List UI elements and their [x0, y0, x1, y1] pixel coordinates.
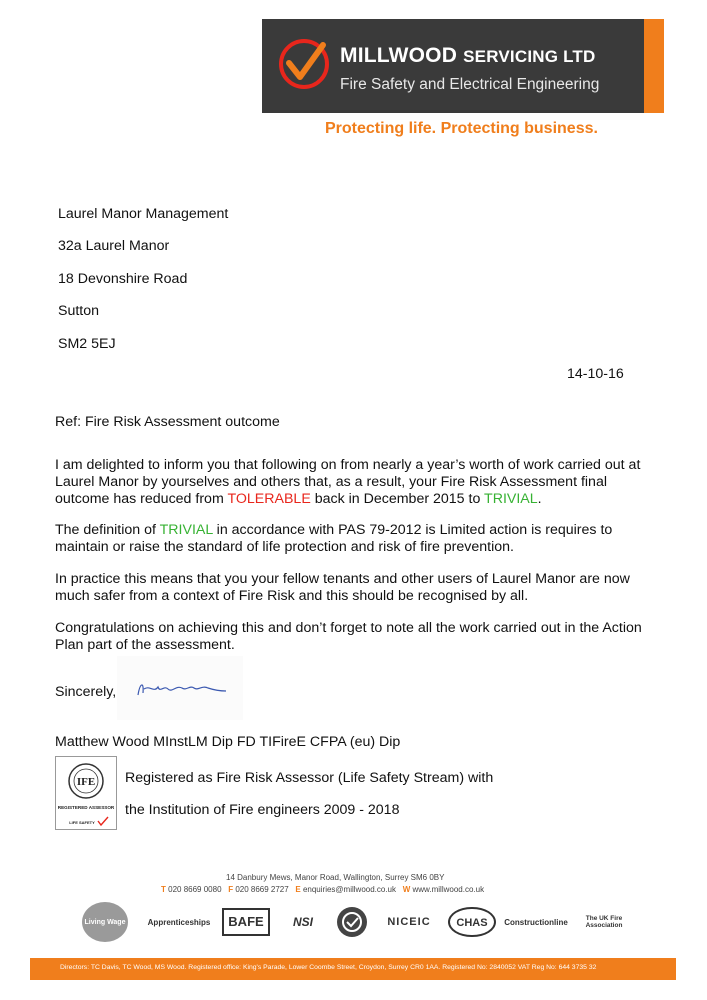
logo-accent-bar — [644, 19, 664, 113]
paragraph-4: Congratulations on achieving this and don’t forget to note all the work carried out in the Action Plan part of the assessment. — [55, 620, 642, 653]
address-line-4: Sutton — [58, 303, 100, 319]
paragraph-3: In practice this means that you your fellow tenants and other users of Laurel Manor are now much safer from a context of Fire Risk and this should be recognised by all. — [55, 571, 630, 604]
safecontractor-logo — [332, 900, 372, 944]
address-line-3: 18 Devonshire Road — [58, 271, 188, 287]
closing-text: Sincerely, — [55, 684, 117, 700]
checkmark-circle-icon — [277, 37, 331, 91]
safety-seal-icon — [335, 905, 369, 939]
niceic-logo: NICEIC — [387, 916, 431, 928]
badge-seal-text: IFE — [76, 776, 96, 788]
ife-seal-icon — [56, 757, 116, 829]
registration-line-2: the Institution of Fire engineers 2009 - 2018 — [125, 802, 400, 818]
nsi-logo: NSI — [292, 915, 313, 929]
footer-email: enquiries@millwood.co.uk — [302, 885, 397, 894]
footer-website: www.millwood.co.uk — [412, 885, 485, 894]
constructionline-logo: Constructionline — [504, 917, 568, 927]
footer-legal-text: Directors: TC Davis, TC Wood, MS Wood. Registered office: King's Parade, Lower Coombe Street, Croydon, Surrey CR0 1AA. Registered No: 2840052 VAT Reg No: 644 3735 32 — [60, 964, 597, 971]
footer-address: 14 Danbury Mews, Manor Road, Wallington, Surrey SM6 0BY — [226, 873, 445, 882]
footer-phone: 020 8669 0080 — [168, 885, 222, 894]
bafe-logo: BAFE — [222, 900, 270, 944]
paragraph-2: The definition of TRIVIAL in accordance with PAS 79-2012 is Limited action is requires to maintain or raise the standard of life protection and risk of fire prevention. — [55, 522, 613, 555]
address-line-1: Laurel Manor Management — [58, 206, 229, 222]
chas-logo: CHAS — [448, 900, 496, 944]
apprenticeships-logo: Apprenticeships — [147, 917, 211, 927]
company-subtitle: Fire Safety and Electrical Engineering — [340, 76, 600, 93]
footer-contact: T 020 8669 0080 F 020 8669 2727 E enquiries@millwood.co.uk W www.millwood.co.uk — [161, 885, 485, 894]
footer-fax: 020 8669 2727 — [235, 885, 289, 894]
rating-trivial: TRIVIAL — [484, 491, 538, 507]
ife-registered-assessor-badge — [55, 756, 117, 830]
badge-life-safety: LIFE SAFETY — [69, 820, 95, 825]
registration-line-1: Registered as Fire Risk Assessor (Life Safety Stream) with — [125, 770, 494, 786]
letter-date: 14-10-16 — [567, 366, 624, 382]
reference-line: Ref: Fire Risk Assessment outcome — [55, 414, 280, 430]
paragraph-1: I am delighted to inform you that following on from nearly a year’s worth of work carried out at Laurel Manor by yourselves and others that, as a result, your Fire Risk Assessment final outcome has reduced from TOLERABLE back in December 2015 to TRIVIAL. — [55, 457, 641, 507]
address-line-5: SM2 5EJ — [58, 336, 116, 352]
uk-fire-association-logo: The UK Fire Association — [585, 915, 623, 929]
signatory-name: Matthew Wood MInstLM Dip FD TIFireE CFPA (eu) Dip — [55, 734, 401, 750]
signature-image — [130, 675, 230, 703]
rating-trivial-definition: TRIVIAL — [159, 522, 213, 538]
company-tagline: Protecting life. Protecting business. — [325, 120, 598, 137]
company-name: MILLWOOD SERVICING LTD — [340, 44, 596, 67]
living-wage-logo: Living Wage — [80, 900, 130, 944]
address-line-2: 32a Laurel Manor — [58, 238, 170, 254]
badge-caption: REGISTERED ASSESSOR — [57, 805, 115, 810]
rating-tolerable: TOLERABLE — [227, 491, 311, 507]
